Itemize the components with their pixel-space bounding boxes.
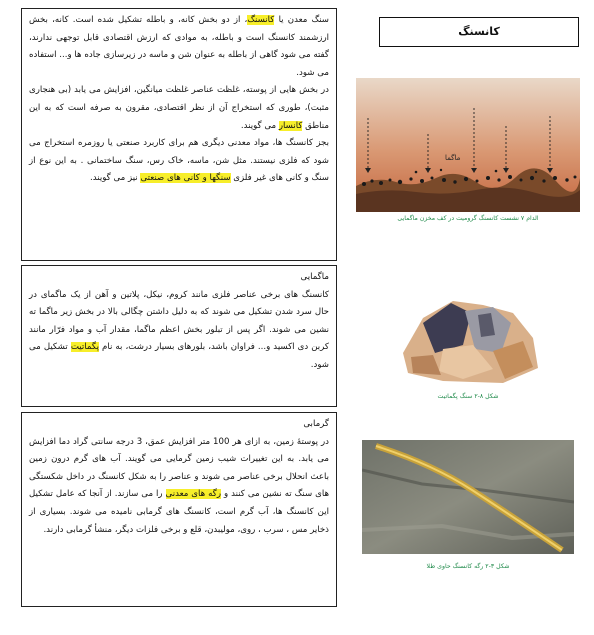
text: بجز کانسنگ ها، مواد معدنی دیگری هم برای کاربرد صنعتی یا روزمره استخراج می شود که فلزی نیستند. مثل شن، ماسه، خاک رس، سنگ ساختمانی . به این نوع از سنگ و کانی های غیر فلزی	[29, 138, 329, 184]
magma-chamber-figure	[356, 78, 580, 212]
magma-label: ماگما	[445, 154, 461, 162]
figure-caption-3: شکل ۳-۲ رگه کانسنگ حاوی طلا	[426, 563, 510, 570]
pegmatite-figure	[383, 283, 553, 389]
section-heading-magmatic: ماگمایی	[300, 272, 329, 282]
text: ، از دو بخش کانه، و باطله تشکیل شده است. کانه، بخش ارزشمند کانسنگ است و باطله، به موادی که ارزش اقتصادی قابل توجهی ندارند، گفته می شود گاهی از باطله به عنوان شن و ماسه در زیرسازی جاده ها و... استفاده می شود.	[29, 15, 329, 78]
text: در پوستهٔ زمین، به ازای هر 100 متر افزایش عمق، 3 درجه سانتی گراد دما افزایش می یابد. به این تغییرات شیب زمین گرمایی می گویند. آب های گرم درون زمین باعث انحلال برخی عناصر می شوند و عناصر را به شکل کانسنگ در داخل شکستگی های سنگ ته نشین می کنند و	[29, 436, 330, 500]
text: را می سازند. از آنجا که عامل تشکیل این کانسنگ ها، آب گرم است، کانسنگ های گرمابی نامیده می شوند. بسیاری از ذخایر مس ، سرب ، روی، مولیبدن، قلع و برخی فلزات دیگر، منشأ گرمابی دارند.	[29, 489, 329, 535]
highlight-kansang: کانسنگ	[247, 15, 275, 25]
text: نیز می گویند.	[89, 173, 141, 184]
text: در بخش هایی از پوسته، غلظت عناصر غلظت میانگین، افزایش می یابد (بی هنجاری مثبت)، طوری که استخراج آن از نظر اقتصادی، مقرون به صرفه است که به این مناطق	[29, 85, 329, 131]
text: سنگ معدن یا	[274, 15, 329, 25]
text: تشکیل می شود.	[29, 342, 329, 370]
highlight-mineral-veins: رگه های معدنی	[165, 489, 221, 500]
section-magmatic-text	[21, 265, 337, 407]
text: می گویند.	[240, 120, 279, 131]
highlight-industrial-minerals: سنگها و کانی های صنعتی	[140, 173, 231, 184]
gold-vein-figure	[362, 440, 574, 554]
section-heading-hydrothermal: گرمابی	[303, 419, 329, 429]
highlight-pegmatite: پگماتیت	[70, 342, 99, 353]
highlight-kansar: کانسار	[278, 120, 303, 131]
page-title: کانسنگ	[379, 17, 579, 47]
text: کانسنگ های برخی عناصر فلزی مانند کروم، نیکل، پلاتین و آهن از یک ماگمای در حال سرد شدن تشکیل می شوند که به دلیل داشتن چگالی بالا در بخش زیر ماگما ته نشین می شوند. اگر پس از تبلور بخش اعظم ماگما، مقدار آب و مواد فرّار مانند کربن دی اکسید و... فراوان باشد، بلورهای بسیار درشت، به نام	[29, 289, 330, 353]
figure-caption-1: الدام ۷ نشست کانسنگ گرومیت در کف مخزن ماگمایی	[397, 215, 539, 222]
figure-caption-2: شکل ۸-۲ سنگ پگماتیت	[437, 393, 499, 400]
section-hydrothermal-text	[21, 412, 337, 607]
section-kansang-text	[21, 8, 337, 261]
